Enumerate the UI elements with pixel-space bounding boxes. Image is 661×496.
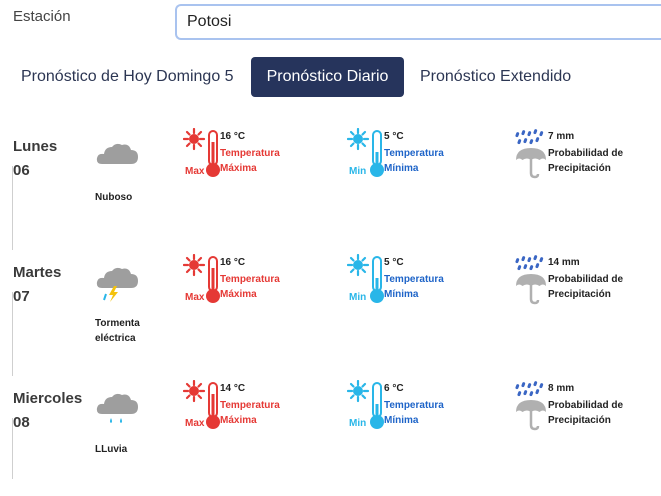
tab-today[interactable]: Pronóstico de Hoy Domingo 5: [21, 68, 234, 85]
rain-cloud-icon: [94, 388, 140, 428]
min-temp-label: Temperatura Mínima: [384, 400, 444, 426]
condition-label: LLuvia: [95, 444, 128, 455]
min-temp-label: Temperatura Mínima: [384, 148, 444, 174]
forecast-tabs: [0, 57, 661, 97]
precip-value: 8 mm: [548, 383, 575, 394]
day-date: 07: [13, 288, 30, 305]
max-temp-value: 14 °C: [220, 383, 246, 394]
day-name: Lunes: [13, 138, 58, 155]
precip-label: Probabilidad de Precipitación: [548, 400, 624, 426]
condition-label: Nuboso: [95, 192, 133, 203]
min-temp-label: Temperatura Mínima: [384, 274, 444, 300]
min-tag: Min: [349, 292, 367, 303]
day-name: Miercoles: [13, 390, 83, 407]
station-input[interactable]: [175, 4, 661, 40]
station-label: Estación: [13, 8, 71, 25]
precip-label: Probabilidad de Precipitación: [548, 274, 624, 300]
max-temp-label: Temperatura Máxima: [220, 148, 280, 174]
max-tag: Max: [185, 292, 205, 303]
min-tag: Min: [349, 166, 367, 177]
min-tag: Min: [349, 418, 367, 429]
cloud-icon: [94, 134, 140, 174]
max-temp-value: 16 °C: [220, 131, 246, 142]
max-temp-label: Temperatura Máxima: [220, 274, 280, 300]
max-temp-value: 16 °C: [220, 257, 246, 268]
day-date: 06: [13, 162, 30, 179]
max-temp-label: Temperatura Máxima: [220, 400, 280, 426]
min-temp-value: 5 °C: [384, 131, 404, 142]
min-temp-value: 5 °C: [384, 257, 404, 268]
min-temp-value: 6 °C: [384, 383, 404, 394]
precip-value: 7 mm: [548, 131, 575, 142]
max-tag: Max: [185, 418, 205, 429]
day-date: 08: [13, 414, 30, 431]
day-name: Martes: [13, 264, 62, 281]
tab-daily[interactable]: Pronóstico Diario: [251, 57, 404, 97]
tab-extended[interactable]: Pronóstico Extendido: [420, 68, 572, 85]
day-row: [0, 370, 661, 496]
storm-icon: [94, 264, 140, 304]
precip-label: Probabilidad de Precipitación: [548, 148, 624, 174]
condition-label: Tormenta eléctrica: [95, 318, 140, 344]
max-tag: Max: [185, 166, 205, 177]
precip-value: 14 mm: [548, 257, 580, 268]
day-row: [0, 118, 661, 244]
day-row: [0, 244, 661, 370]
